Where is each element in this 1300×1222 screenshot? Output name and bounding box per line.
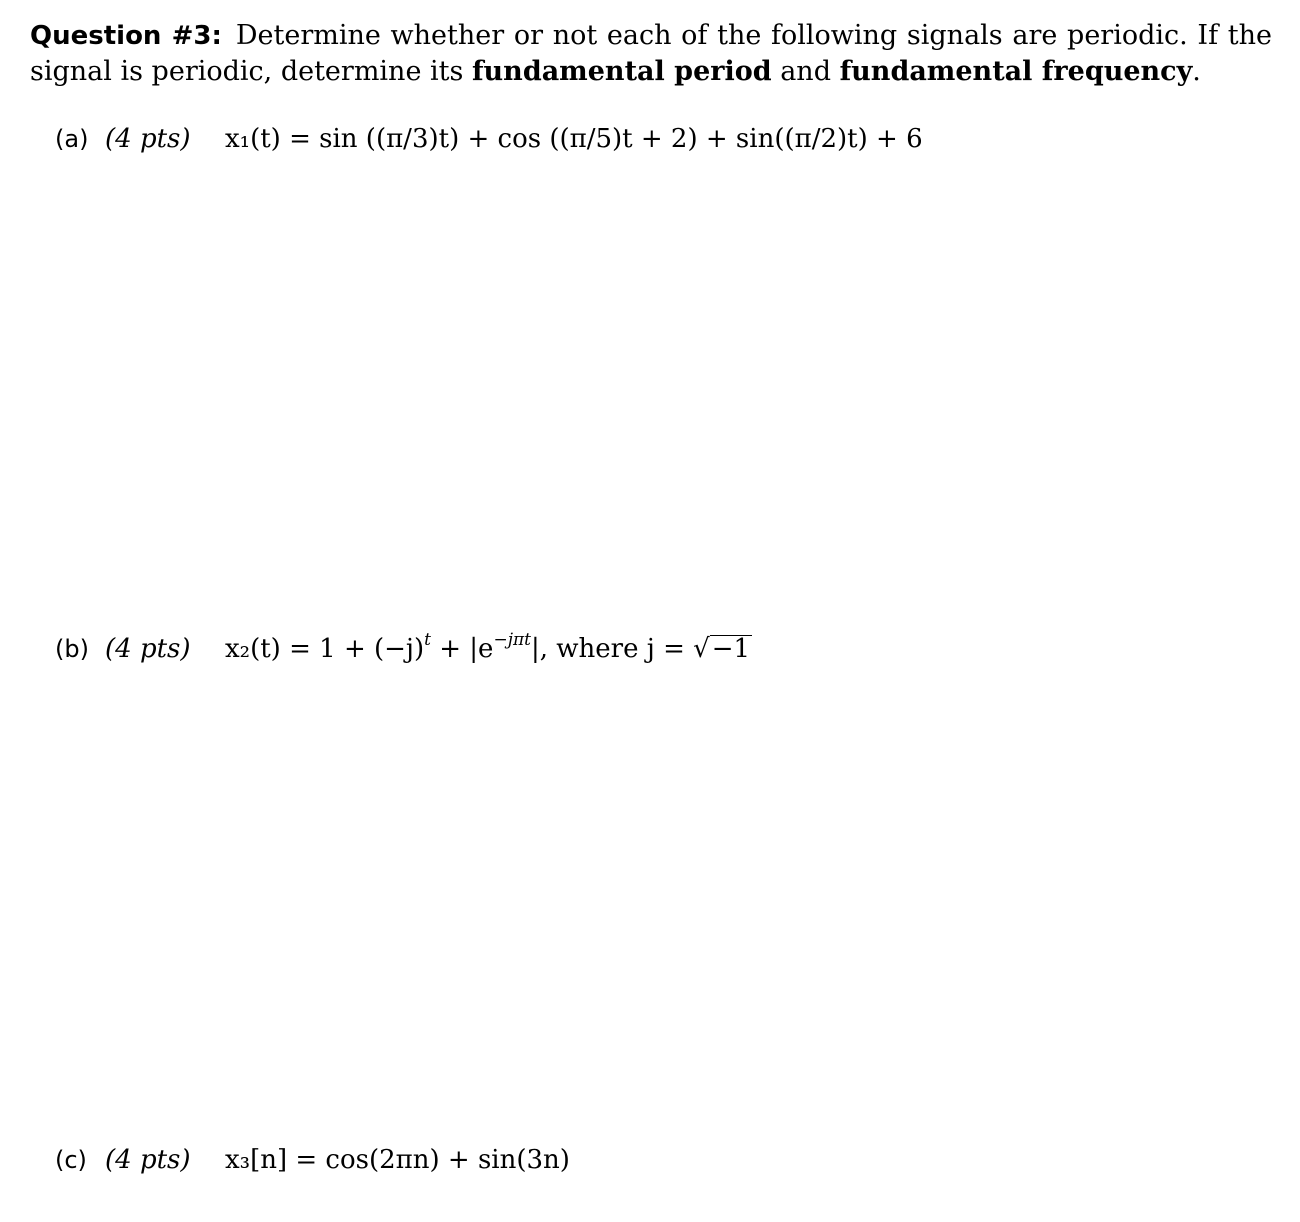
part-b-points: (4 pts)	[105, 634, 191, 664]
part-b-eq-sup-1: t	[424, 630, 431, 650]
part-b	[55, 632, 752, 666]
question-text-1: Determine whether or not each of the following signals are periodic. If the signal is periodic, determine its	[30, 20, 1272, 87]
question-text-2: and	[771, 56, 840, 87]
part-c-label: (c)	[55, 1146, 87, 1174]
question-text-3: .	[1192, 56, 1201, 87]
part-a	[55, 122, 923, 156]
part-a-label: (a)	[55, 125, 89, 153]
part-b-eq-lhs: x₂(t) = 1 + (−j)	[225, 634, 425, 664]
part-c	[55, 1143, 570, 1177]
part-b-sqrt	[710, 632, 752, 666]
question-bold-fundamental-period: fundamental period	[471, 56, 772, 87]
part-a-equation: x₁(t) = sin ((π/3)t) + cos ((π/5)t + 2) + sin((π/2)t) + 6	[225, 124, 923, 154]
part-b-eq-end: |, where j = √	[530, 634, 710, 664]
question-bold-fundamental-frequency: fundamental frequency	[839, 56, 1193, 87]
question-label: Question #3:	[30, 21, 222, 51]
part-b-equation	[225, 632, 752, 666]
part-b-radicand: −1	[711, 634, 751, 664]
part-b-eq-mid: + |e	[430, 634, 494, 664]
part-c-equation: x₃[n] = cos(2πn) + sin(3n)	[225, 1145, 570, 1175]
part-c-points: (4 pts)	[105, 1145, 191, 1175]
question-prompt	[30, 18, 1272, 90]
part-b-eq-sup-2: −jπt	[493, 630, 531, 650]
part-b-label: (b)	[55, 635, 89, 663]
part-a-points: (4 pts)	[105, 124, 191, 154]
